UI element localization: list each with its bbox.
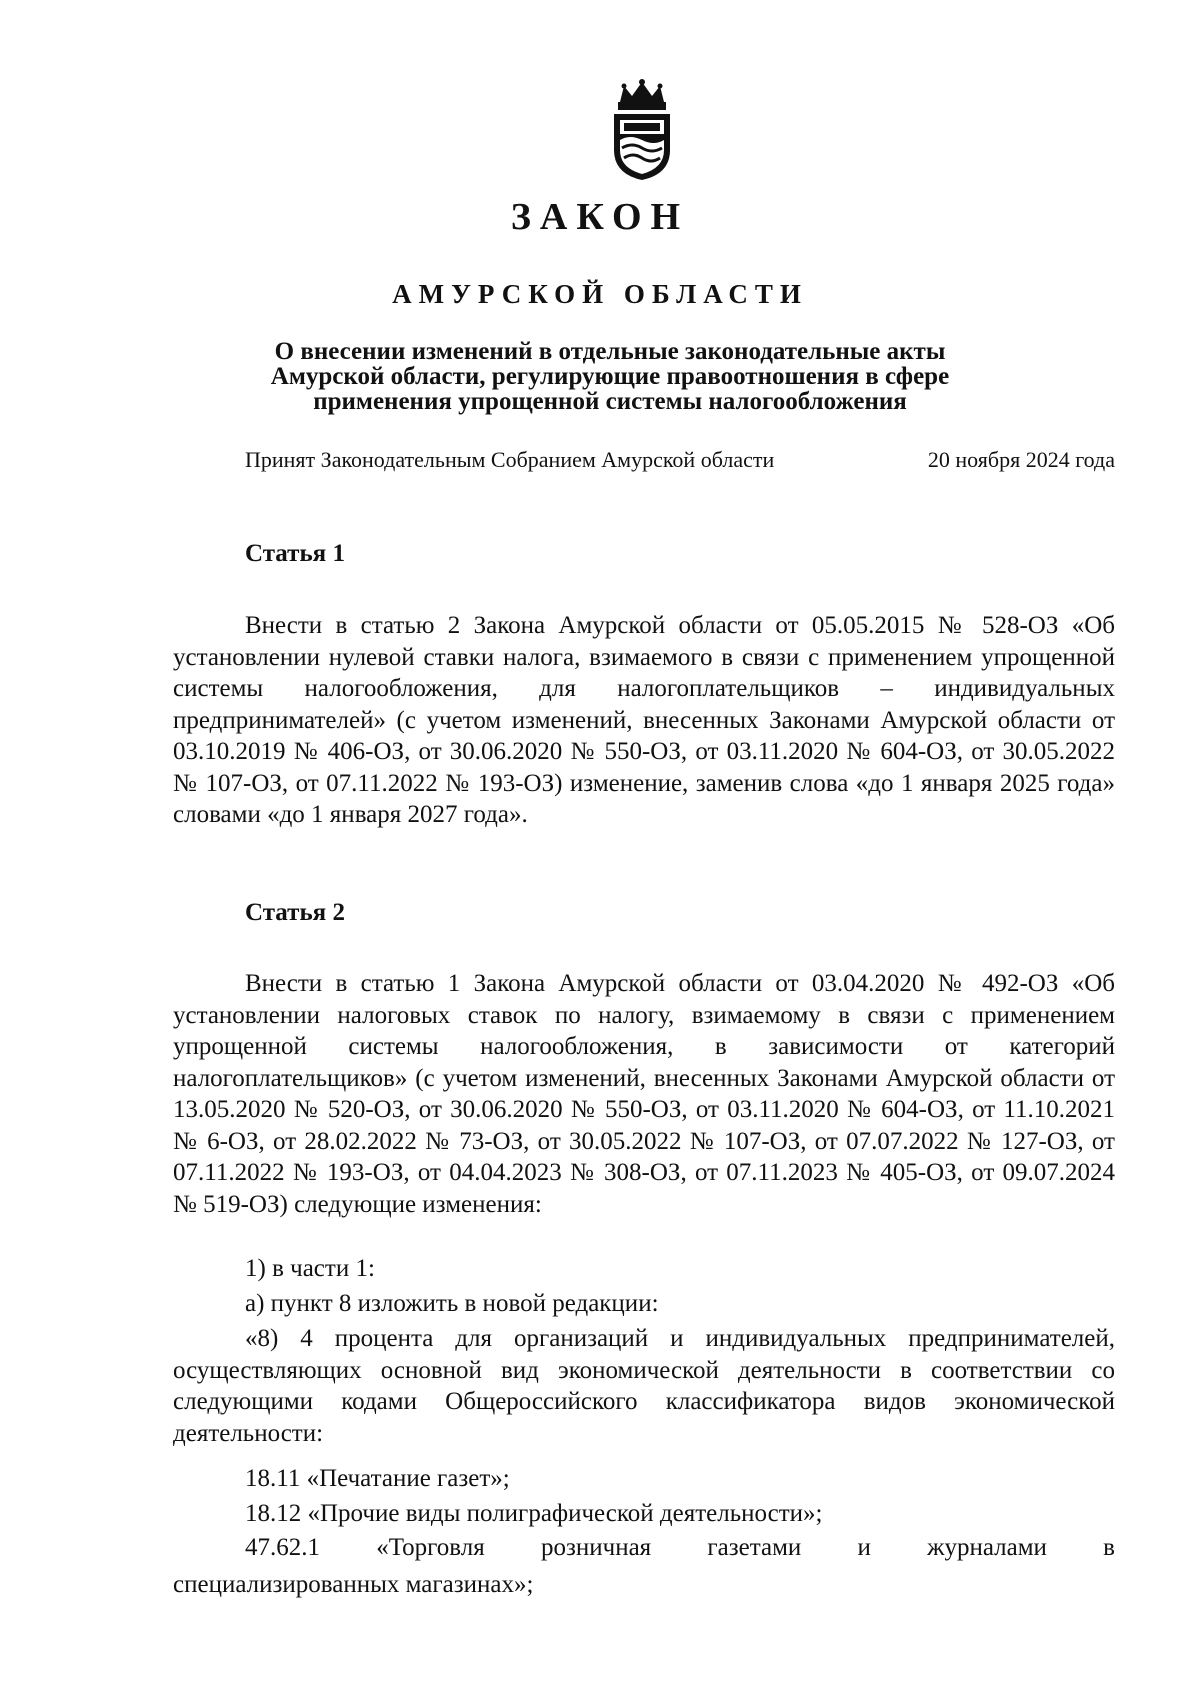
code-line-tail: специализированных магазинах»; bbox=[173, 1571, 534, 1598]
adopted-by: Принят Законодательным Собранием Амурской области bbox=[245, 447, 775, 472]
law-title: ЗАКОН bbox=[510, 196, 690, 238]
article-1-text: Внести в статью 2 Закона Амурской области от 05.05.2015 № 528-ОЗ «Об установлении нулевой ставки налога, взимаемого в связи с применением упрощенной системы налогообложения, для налогоплательщиков – индивидуальных предпринимателей» (с учетом изменений, внесенных Законами Амурской области от 03.10.2019 № 406-ОЗ, от 30.06.2020 № 550-ОЗ, от 03.11.2020 № 604-ОЗ, от 30.05.2022 № 107-ОЗ, от 07.11.2022 № 193-ОЗ) изменение, заменив слова «до 1 января 2025 года» словами «до 1 января 2027 года». bbox=[173, 612, 1115, 828]
article-2-heading: Статья 2 bbox=[245, 899, 345, 926]
law-region: АМУРСКОЙ ОБЛАСТИ bbox=[392, 279, 808, 309]
code-line-spread bbox=[245, 1534, 1115, 1562]
code-word: журналами bbox=[927, 1534, 1047, 1561]
code-line: 18.11 «Печатание газет»; bbox=[245, 1465, 510, 1492]
code-word: розничная bbox=[540, 1534, 652, 1561]
article-2-text: Внести в статью 1 Закона Амурской области от 03.04.2020 № 492-ОЗ «Об установлении налоговых ставок по налогу, взимаемому в связи с применением упрощенной системы налогообложения, в зависимости от категорий налогоплательщиков» (с учетом изменений, внесенных Законами Амурской области от 13.05.2020 № 520-ОЗ, от 30.06.2020 № 550-ОЗ, от 03.11.2020 № 604-ОЗ, от 11.10.2021 № 6-ОЗ, от 28.02.2022 № 73-ОЗ, от 30.05.2022 № 107-ОЗ, от 07.07.2022 № 127-ОЗ, от 07.11.2022 № 193-ОЗ, от 04.04.2023 № 308-ОЗ, от 07.11.2023 № 405-ОЗ, от 09.07.2024 № 519-ОЗ) следующие изменения: bbox=[173, 970, 1115, 1218]
code-word: газетами bbox=[707, 1534, 802, 1561]
coat-of-arms-icon bbox=[610, 78, 674, 182]
quote-paragraph: «8) 4 процента для организаций и индивидуальных предпринимателей, осуществляющих основной вид экономической деятельности в соответствии со следующими кодами Общероссийского классификатора видов экономической деятельности: bbox=[173, 1325, 1115, 1447]
item-line: а) пункт 8 изложить в новой редакции: bbox=[245, 1290, 659, 1317]
law-subject-line: О внесении изменений в отдельные законодательные акты bbox=[274, 338, 946, 365]
law-subject bbox=[170, 339, 1050, 414]
article-1-heading: Статья 1 bbox=[245, 540, 345, 567]
code-word: «Торговля bbox=[376, 1534, 485, 1561]
law-subject-line: применения упрощенной системы налогообложения bbox=[313, 388, 907, 415]
code-word: 47.62.1 bbox=[245, 1534, 320, 1561]
law-subject-line: Амурской области, регулирующие правоотношения в сфере bbox=[270, 363, 950, 390]
adoption-line bbox=[245, 447, 1115, 473]
code-word: и bbox=[857, 1534, 871, 1561]
adopted-date: 20 ноября 2024 года bbox=[927, 447, 1115, 472]
code-line: 18.12 «Прочие виды полиграфической деятельности»; bbox=[245, 1500, 823, 1527]
part-line: 1) в части 1: bbox=[245, 1255, 375, 1282]
code-word: в bbox=[1103, 1534, 1115, 1561]
